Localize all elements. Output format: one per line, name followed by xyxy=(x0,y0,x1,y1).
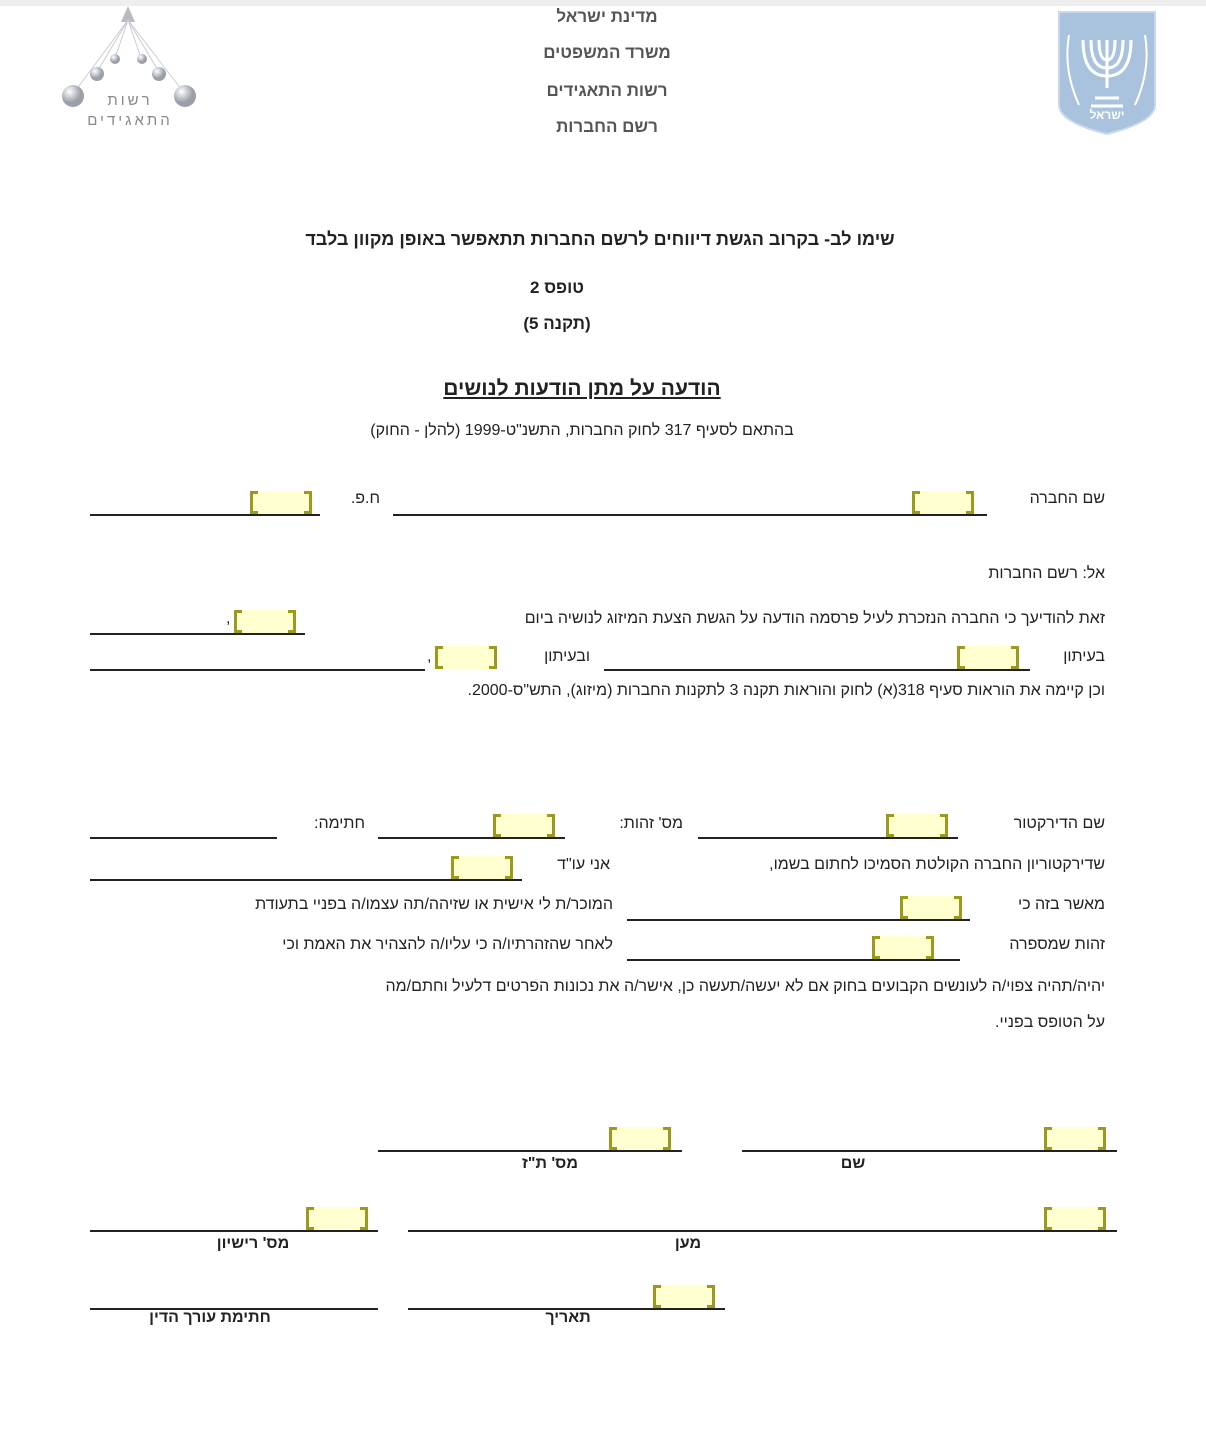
address-label: מען xyxy=(674,1235,702,1252)
company-id-line xyxy=(90,514,320,516)
declaration-line4: יהיה/תהיה צפוי/ה לעונשים הקבועים בחוק אם לא יעשה/תעשה כן, אישר/ה את נכונות הפרטים דלעיל וחתם/מה xyxy=(385,978,1105,995)
newspaper1-field[interactable] xyxy=(957,646,1019,669)
declaration-line3-end: לאחר שהזהרתיו/ה כי עליו/ה להצהיר את האמת וכי xyxy=(282,936,613,953)
declarant-id-field[interactable] xyxy=(872,936,934,959)
company-id-label: ח.פ. xyxy=(350,490,380,507)
address-field[interactable] xyxy=(1044,1207,1106,1230)
regulation-number: (תקנה 5) xyxy=(523,314,591,333)
declaration-line5: על הטופס בפניי. xyxy=(995,1014,1105,1031)
state-emblem xyxy=(1057,10,1157,135)
comma: , xyxy=(226,610,231,627)
signer-name-line xyxy=(742,1150,1117,1152)
and-newspaper-label: ובעיתון xyxy=(544,648,590,665)
director-name-label: שם הדירקטור xyxy=(1013,815,1105,832)
body-line1: זאת להודיעך כי החברה הנזכרת לעיל פרסמה הודעה על הגשת הצעת המיזוג לנושיה ביום xyxy=(524,610,1105,627)
form-number: טופס 2 xyxy=(530,278,584,297)
addressee: אל: רשם החברות xyxy=(988,565,1105,582)
newspaper-label: בעיתון xyxy=(1063,648,1105,665)
logo-text-line2: התאגידים xyxy=(87,112,173,129)
lawyer-name-field[interactable] xyxy=(451,856,513,879)
declarant-name-line xyxy=(627,919,970,921)
signer-id-field[interactable] xyxy=(609,1127,671,1150)
signer-id-label: מס' ת"ז xyxy=(522,1155,578,1172)
director-name-line xyxy=(698,837,958,839)
director-name-field[interactable] xyxy=(886,814,948,837)
declaration-line3-start: זהות שמספרה xyxy=(1009,936,1105,953)
director-signature-label: חתימה: xyxy=(314,815,365,832)
header-authority: רשות התאגידים xyxy=(546,81,668,100)
corporations-authority-logo xyxy=(55,2,205,132)
company-id-field[interactable] xyxy=(250,491,312,514)
company-name-label: שם החברה xyxy=(1029,490,1105,507)
date-field[interactable] xyxy=(653,1285,715,1308)
license-line xyxy=(90,1230,378,1232)
company-name-field[interactable] xyxy=(912,491,974,514)
signer-name-field[interactable] xyxy=(1044,1127,1106,1150)
form-subtitle: בהתאם לסעיף 317 לחוק החברות, התשנ"ט-1999 (להלן - החוק) xyxy=(370,422,794,439)
signer-id-line xyxy=(378,1150,682,1152)
director-signature-line[interactable] xyxy=(90,837,277,839)
license-label: מס' רישיון xyxy=(216,1235,290,1252)
declaration-line1: שדירקטוריון החברה הקולטת הסמיכו לחתום בשמו, xyxy=(769,856,1105,873)
declarant-id-line xyxy=(627,959,960,961)
body-line3: וכן קיימה את הוראות סעיף 318(א) לחוק והוראות תקנה 3 לתקנות החברות (מיזוג), התש"ס-2000. xyxy=(467,682,1105,699)
declaration-line2-end: המוכר/ת לי אישית או שזיהה/תה עצמו/ה בפניי בתעודת xyxy=(255,896,613,913)
director-id-label: מס' זהות: xyxy=(619,815,683,832)
header-ministry: משרד המשפטים xyxy=(543,43,671,62)
publication-date-field[interactable] xyxy=(234,610,296,633)
newspaper1-line xyxy=(604,669,1030,671)
company-name-line xyxy=(393,514,987,516)
director-id-line xyxy=(378,837,565,839)
license-field[interactable] xyxy=(306,1207,368,1230)
address-line xyxy=(408,1230,1117,1232)
form-title: הודעה על מתן הודעות לנושים xyxy=(443,377,721,400)
emblem-text: ישראל xyxy=(1089,108,1125,122)
signer-name-label: שם xyxy=(840,1155,866,1172)
publication-date-line xyxy=(90,633,305,635)
declaration-line2-start: מאשר בזה כי xyxy=(1018,896,1105,913)
newspaper2-line xyxy=(90,669,425,671)
lawyer-label: אני עו"ד xyxy=(557,856,610,873)
lawyer-name-line xyxy=(90,879,522,881)
declarant-name-field[interactable] xyxy=(900,896,962,919)
newspaper2-field[interactable] xyxy=(435,646,497,669)
header-registrar: רשם החברות xyxy=(556,117,658,136)
comma: , xyxy=(427,648,432,665)
director-id-field[interactable] xyxy=(493,814,555,837)
header-state: מדינת ישראל xyxy=(556,7,658,26)
logo-text-line1: רשות xyxy=(107,92,153,109)
online-filing-notice: שימו לב- בקרוב הגשת דיווחים לרשם החברות תתאפשר באופן מקוון בלבד xyxy=(305,229,895,249)
lawyer-signature-label: חתימת עורך הדין xyxy=(149,1309,271,1326)
date-label: תאריך xyxy=(545,1309,591,1326)
